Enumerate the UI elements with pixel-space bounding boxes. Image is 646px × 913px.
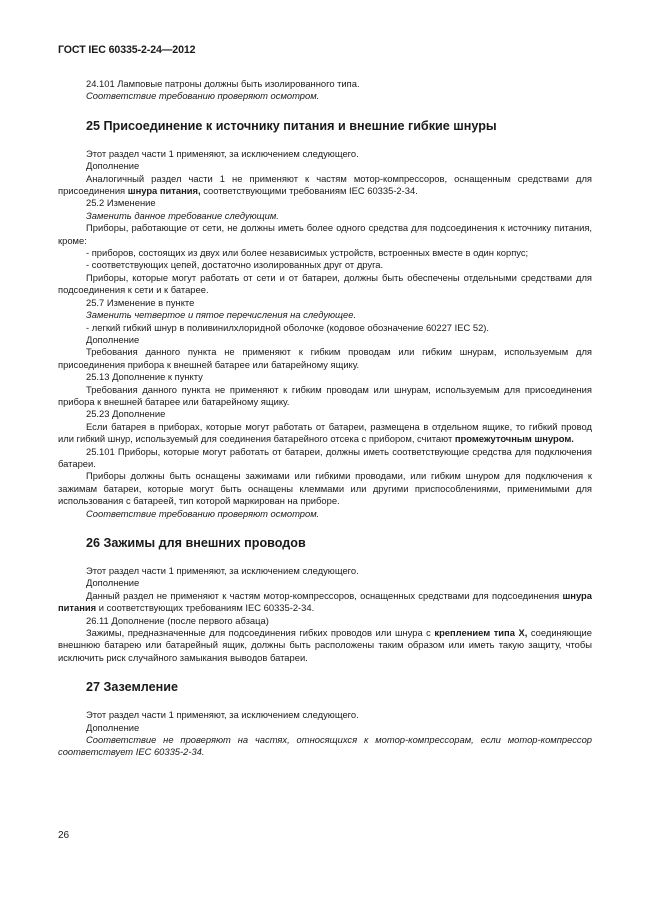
paragraph (58, 197, 592, 209)
text-run: и соответствующих требованиям IEC 60335-2-34. (96, 602, 315, 614)
text-run: Дополнение (86, 577, 140, 589)
document-header: ГОСТ IEC 60335-2-24—2012 (58, 44, 196, 56)
paragraph (58, 322, 592, 334)
section-heading: 27 Заземление (86, 680, 178, 695)
text-run: Соответствие требованию проверяют осмотром. (86, 507, 320, 519)
text-run: 26.11 Дополнение (после первого абзаца) (86, 614, 269, 626)
paragraph (58, 297, 592, 309)
text-run: Приборы должны быть оснащены зажимами или гибкими проводами, или гибким шнуром для подключения к зажимам батареи, которые могут быть оснащены клеммами или другими приспособлениями, применимыми для использования с батареей, тип которой маркирован на приборе. (58, 470, 592, 507)
paragraph (58, 722, 592, 734)
text-run: - приборов, состоящих из двух или более независимых устройств, встроенных вместе в один корпус; (86, 247, 529, 259)
text-run: Аналогичный раздел части 1 не применяют к частям мотор-компрессоров, оснащенным средствами для присоединения (58, 172, 592, 197)
paragraph (58, 78, 592, 90)
text-run: 24.101 Ламповые патроны должны быть изолированного типа. (86, 78, 360, 89)
text-run: 25.101 Приборы, которые могут работать от батареи, должны иметь соответствующие средства для подключения батареи. (58, 445, 592, 469)
section-heading: 25 Присоединение к источнику питания и внешние гибкие шнуры (86, 118, 497, 133)
text-run: Этот раздел части 1 применяют, за исключением следующего. (86, 147, 359, 159)
bold-term: промежуточным шнуром. (454, 433, 574, 445)
text-run: 25.7 Изменение в пункте (86, 296, 195, 308)
page-content (58, 78, 592, 759)
paragraph (58, 508, 592, 520)
paragraph (58, 421, 592, 446)
section-heading: 26 Зажимы для внешних проводов (86, 536, 306, 550)
text-run: 25.2 Изменение (86, 197, 156, 209)
text-run: соединяющие внешнюю батарею или батарейный ящик, должны быть расположены таким образом или иметь такую защиту, чтобы исключить риск случайного замыкания выводов батареи. (58, 627, 592, 663)
text-run: Приборы, работающие от сети, не должны иметь более одного средства для подсоединения к источнику питания, кроме: (58, 222, 592, 246)
bold-term: креплением типа X, (434, 627, 528, 639)
bold-term: шнура питания (58, 589, 592, 614)
paragraph (58, 90, 592, 102)
text-run: Заменить данное требование следующим. (86, 209, 279, 221)
paragraph (58, 590, 592, 615)
text-run: соответствующими требованиям IEC 60335-2-34. (200, 185, 418, 197)
text-run: - легкий гибкий шнур в поливинилхлоридной оболочке (кодовое обозначение 60227 IEC 52). (86, 321, 490, 333)
text-run: Требования данного пункта не применяют к гибким проводам или гибким шнурам, используемым для присоединения прибора к внешней батарее или батарейному ящику. (58, 346, 592, 370)
text-run: 25.13 Дополнение к пункту (86, 371, 203, 383)
paragraph (58, 334, 592, 346)
paragraph (58, 247, 592, 259)
paragraph (58, 309, 592, 321)
paragraph (58, 384, 592, 409)
paragraph (58, 565, 592, 577)
paragraph (58, 627, 592, 664)
paragraph (58, 577, 592, 589)
text-run: Соответствие требованию проверяют осмотром. (86, 90, 320, 102)
text-run: Зажимы, предназначенные для подсоединения гибких проводов или шнура с (86, 627, 435, 639)
paragraph (58, 446, 592, 471)
paragraph (58, 173, 592, 198)
paragraph (58, 408, 592, 420)
paragraph (58, 272, 592, 297)
bold-term: шнура питания, (127, 185, 201, 197)
text-run: - соответствующих цепей, достаточно изолированных друг от друга. (86, 259, 384, 271)
paragraph (58, 259, 592, 271)
paragraph (58, 346, 592, 371)
paragraph (58, 615, 592, 627)
paragraph (58, 222, 592, 247)
paragraph (58, 470, 592, 507)
paragraph (58, 210, 592, 222)
page-number: 26 (58, 830, 70, 841)
text-run: Дополнение (86, 721, 140, 733)
text-run: Данный раздел не применяют к частям мотор-компрессоров, оснащенных средствами для подсоединения (86, 589, 563, 601)
text-run: Этот раздел части 1 применяют, за исключением следующего. (86, 709, 359, 721)
paragraph (58, 148, 592, 160)
text-run: Приборы, которые могут работать от сети и от батареи, должны быть обеспечены отдельными средствами для подсоединения к сети и к батарее. (58, 271, 592, 296)
paragraph (58, 709, 592, 721)
paragraph (58, 160, 592, 172)
paragraph (58, 371, 592, 383)
text-run: Соответствие не проверяют на частях, относящихся к мотор-компрессорам, если мотор-компрессор соответствует IEC 60335-2-34. (58, 734, 592, 758)
text-run: Если батарея в приборах, которые могут работать от батареи, размещена в отдельном ящике, то гибкий провод или гибкий шнур, используемый для соединения батарейного отсека с прибором, считают (58, 420, 592, 445)
text-run: Дополнение (86, 160, 140, 172)
text-run: Этот раздел части 1 применяют, за исключением следующего. (86, 565, 359, 576)
text-run: Дополнение (86, 333, 140, 345)
text-run: Заменить четвертое и пятое перечисления на следующее. (86, 309, 357, 321)
text-run: 25.23 Дополнение (86, 408, 166, 420)
paragraph (58, 734, 592, 759)
text-run: Требования данного пункта не применяют к гибким проводам или шнурам, используемым для присоединения прибора к внешней батарее или батарейному ящику. (58, 383, 592, 407)
